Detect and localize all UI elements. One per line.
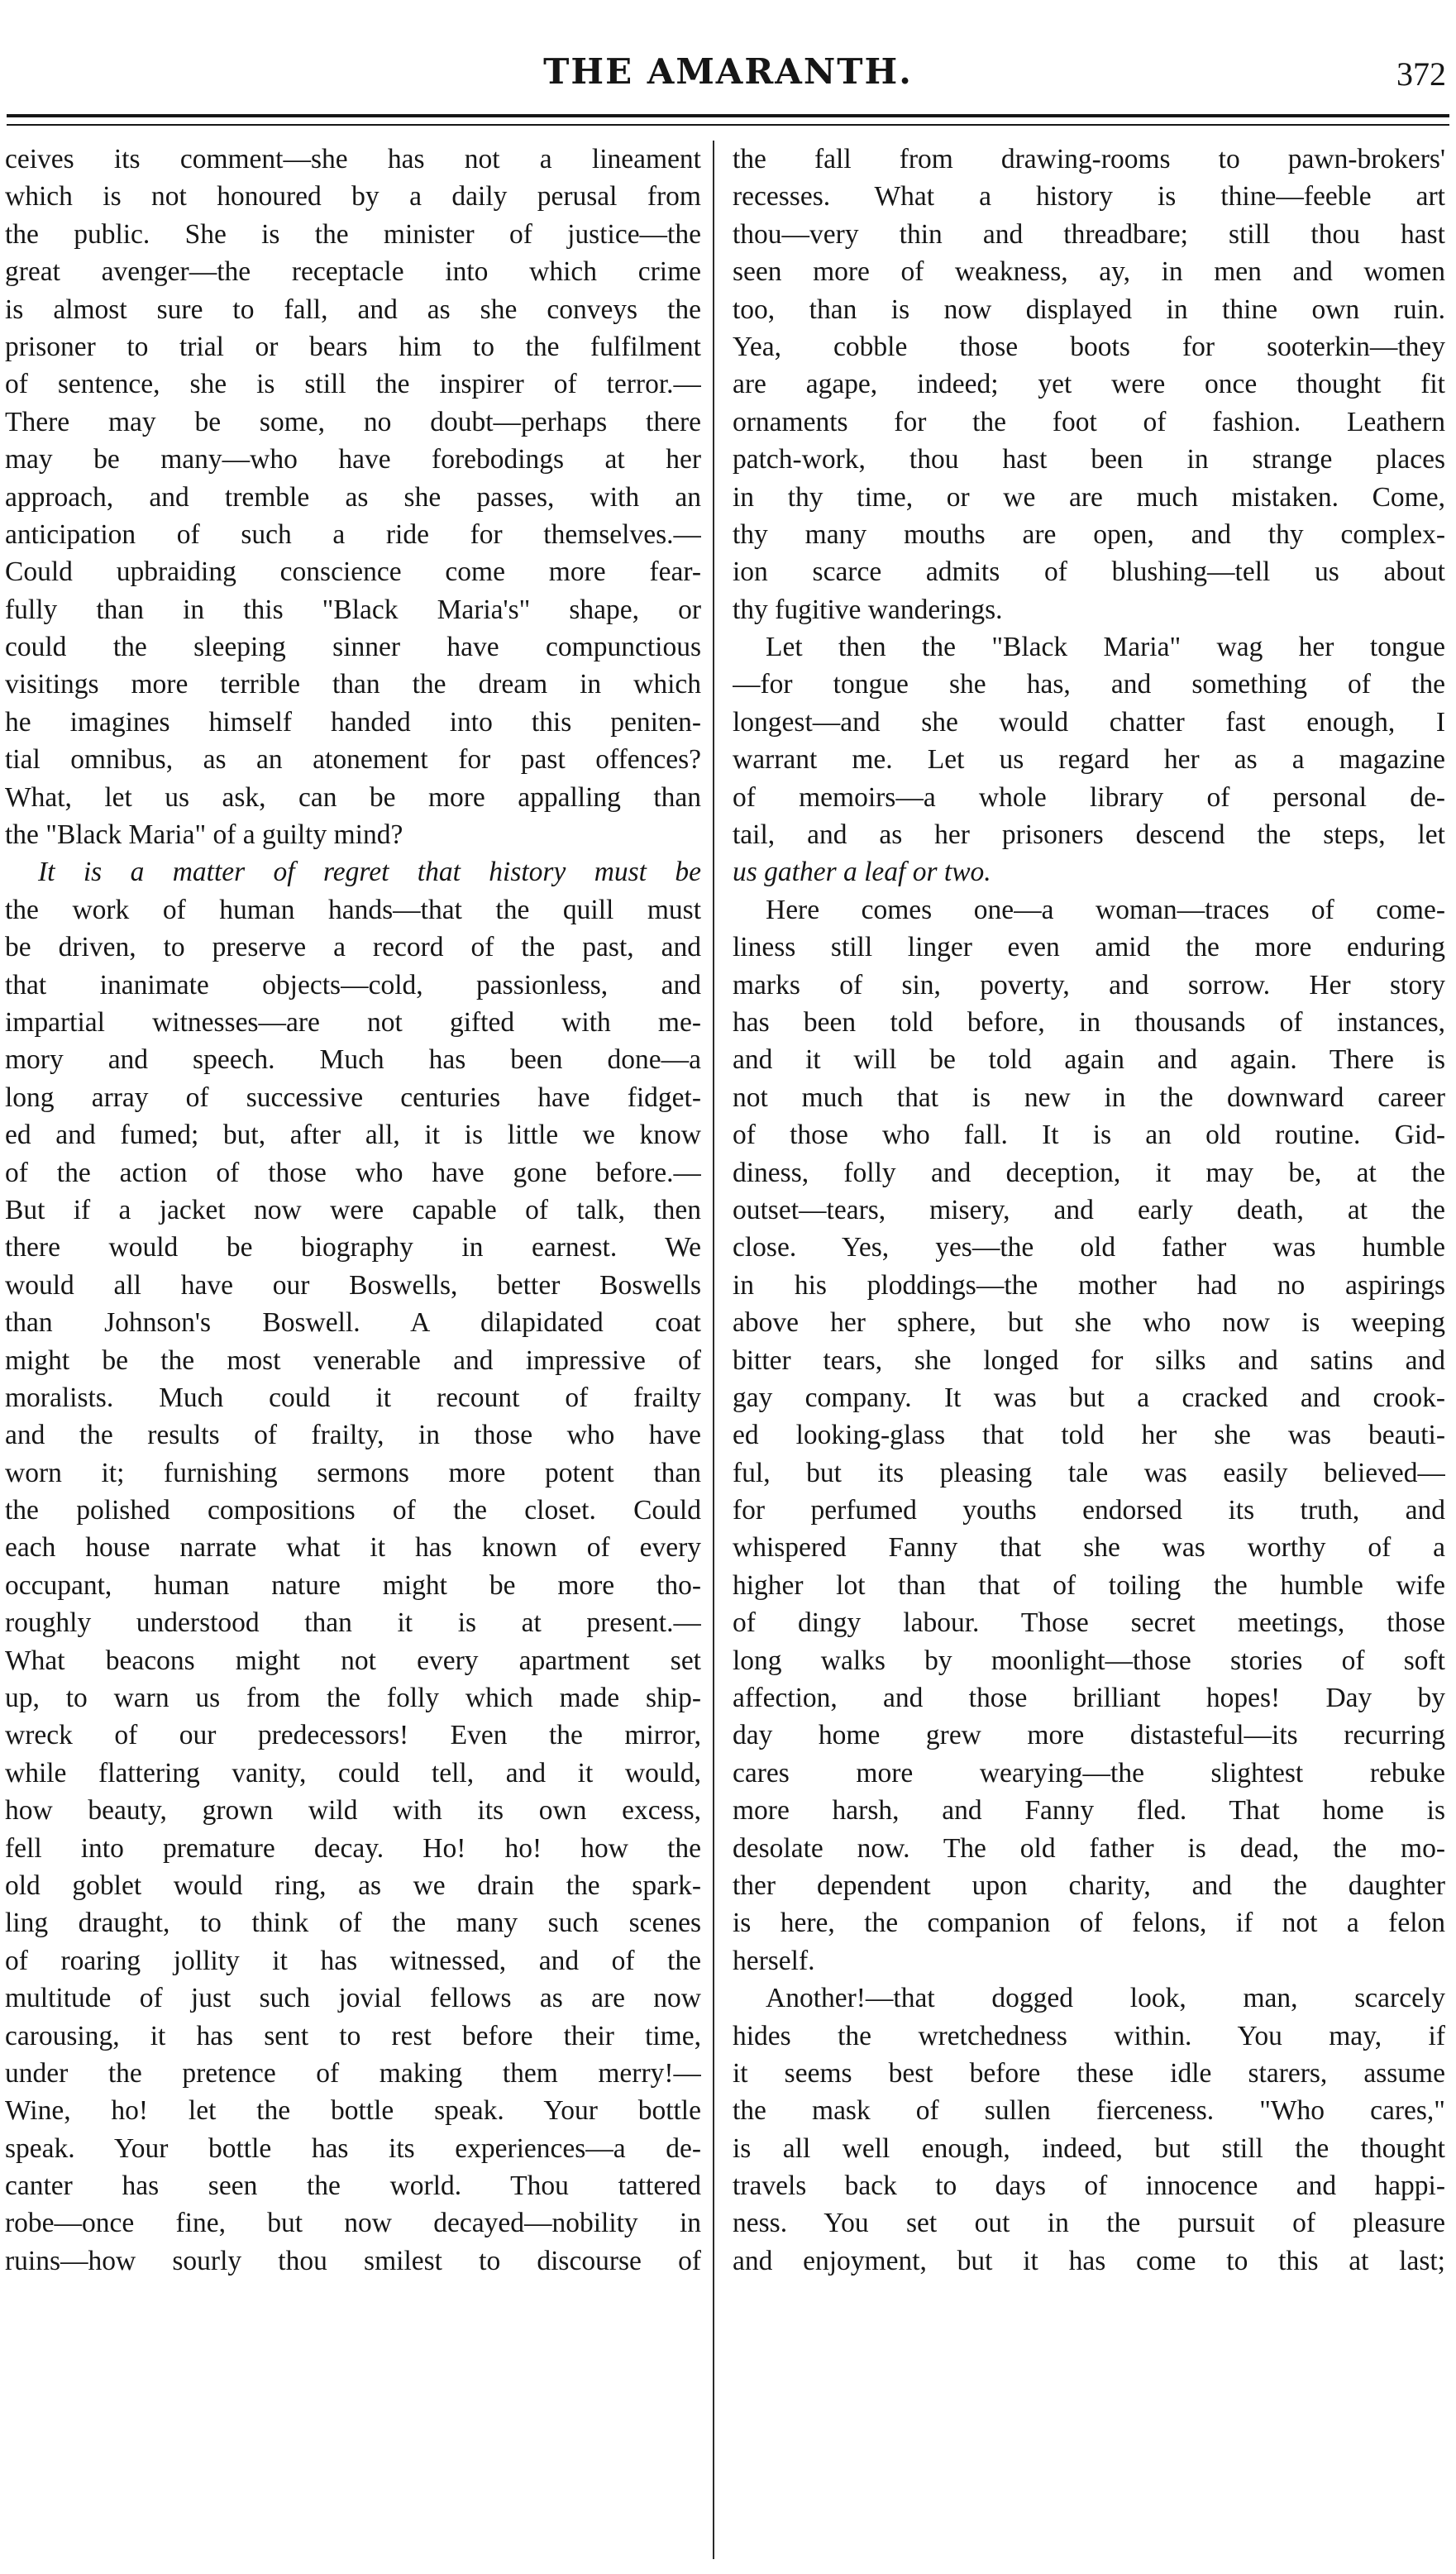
- text-line: how beauty, grown wild with its own excess,: [5, 1795, 701, 1827]
- text-line: would all have our Boswells, better Boswells: [5, 1269, 701, 1301]
- text-line: are agape, indeed; yet were once thought fit: [733, 369, 1445, 400]
- text-line: tail, and as her prisoners descend the steps, let: [733, 819, 1445, 851]
- text-line: old goblet would ring, as we drain the spark-: [5, 1870, 701, 1901]
- text-line: liness still linger even amid the more enduring: [733, 932, 1445, 963]
- text-line: too, than is now displayed in thine own ruin.: [733, 294, 1445, 325]
- text-line: for perfumed youths endorsed its truth, and: [733, 1495, 1445, 1526]
- text-line: whispered Fanny that she was worthy of a: [733, 1532, 1445, 1564]
- text-line: But if a jacket now were capable of talk, then: [5, 1194, 701, 1225]
- text-line: is almost sure to fall, and as she conveys the: [5, 294, 701, 325]
- text-line: us gather a leaf or two.: [733, 857, 991, 888]
- text-line: ling draught, to think of the many such scenes: [5, 1908, 701, 1939]
- column-divider: [713, 141, 714, 2559]
- text-line: There may be some, no doubt—perhaps there: [5, 406, 701, 437]
- text-line: ceives its comment—she has not a lineament: [5, 144, 701, 174]
- text-line: each house narrate what it has known of every: [5, 1532, 701, 1564]
- text-line: under the pretence of making them merry!—: [5, 2057, 701, 2089]
- text-line: prisoner to trial or bears him to the fulfilment: [5, 331, 701, 362]
- text-line: ther dependent upon charity, and the daughter: [733, 1870, 1445, 1901]
- text-line: travels back to days of innocence and happi-: [733, 2170, 1445, 2202]
- text-line: Another!—that dogged look, man, scarcely: [766, 1983, 1445, 2014]
- text-line: and enjoyment, but it has come to this at last;: [733, 2245, 1445, 2276]
- text-line: occupant, human nature might be more tho-: [5, 1569, 701, 1601]
- text-line: of roaring jollity it has witnessed, and of the: [5, 1945, 701, 1976]
- text-line: Could upbraiding conscience come more fear-: [5, 556, 701, 588]
- text-line: day home grew more distasteful—its recurring: [733, 1720, 1445, 1751]
- text-line: Here comes one—a woman—traces of come-: [766, 894, 1445, 925]
- text-line: may be many—who have forebodings at her: [5, 444, 701, 475]
- text-line: outset—tears, misery, and early death, at the: [733, 1194, 1445, 1225]
- text-line: and it will be told again and again. There is: [733, 1044, 1445, 1076]
- text-line: visitings more terrible than the dream in which: [5, 669, 701, 700]
- text-line: moralists. Much could it recount of frailty: [5, 1382, 701, 1413]
- header-rule-thick: [7, 114, 1449, 117]
- text-line: up, to warn us from the folly which made ship-: [5, 1683, 701, 1714]
- text-line: speak. Your bottle has its experiences—a de-: [5, 2132, 701, 2164]
- text-line: it seems best before these idle starers, assume: [733, 2057, 1445, 2089]
- text-line: the "Black Maria" of a guilty mind?: [5, 819, 403, 851]
- header-rule-thin: [7, 124, 1449, 126]
- text-line: —for tongue she has, and something of the: [733, 669, 1445, 700]
- text-line: which is not honoured by a daily perusal from: [5, 181, 701, 213]
- text-line: the fall from drawing-rooms to pawn-brokers': [733, 144, 1445, 174]
- text-line: has been told before, in thousands of instances,: [733, 1006, 1445, 1038]
- text-line: more harsh, and Fanny fled. That home is: [733, 1795, 1445, 1827]
- text-line: fully than in this "Black Maria's" shape, or: [5, 594, 701, 625]
- text-line: the polished compositions of the closet. Could: [5, 1495, 701, 1526]
- text-line: the mask of sullen fierceness. "Who cares,": [733, 2095, 1445, 2127]
- text-line: herself.: [733, 1945, 815, 1976]
- text-line: of those who fall. It is an old routine. Gid-: [733, 1120, 1445, 1151]
- text-line: is all well enough, indeed, but still the thought: [733, 2132, 1445, 2164]
- text-line: while flattering vanity, could tell, and it would,: [5, 1757, 701, 1788]
- text-line: impartial witnesses—are not gifted with me-: [5, 1006, 701, 1038]
- text-line: Yea, cobble those boots for sooterkin—they: [733, 331, 1445, 362]
- page-number: 372: [1396, 55, 1446, 93]
- text-line: gay company. It was but a cracked and crook-: [733, 1382, 1445, 1413]
- text-line: Wine, ho! let the bottle speak. Your bottle: [5, 2095, 701, 2127]
- text-line: of sentence, she is still the inspirer of terror.—: [5, 369, 701, 400]
- text-line: ed and fumed; but, after all, it is little we know: [5, 1120, 701, 1151]
- text-line: wreck of our predecessors! Even the mirror,: [5, 1720, 701, 1751]
- text-line: It is a matter of regret that history must be: [38, 857, 701, 888]
- text-line: anticipation of such a ride for themselves.—: [5, 518, 701, 550]
- text-line: desolate now. The old father is dead, the mo-: [733, 1832, 1445, 1864]
- text-line: thy many mouths are open, and thy complex-: [733, 518, 1445, 550]
- text-line: in his ploddings—the mother had no aspirings: [733, 1269, 1445, 1301]
- text-line: long walks by moonlight—those stories of soft: [733, 1645, 1445, 1676]
- text-line: canter has seen the world. Thou tattered: [5, 2170, 701, 2202]
- text-line: approach, and tremble as she passes, with an: [5, 481, 701, 513]
- text-line: worn it; furnishing sermons more potent than: [5, 1457, 701, 1488]
- text-line: cares more wearying—the slightest rebuke: [733, 1757, 1445, 1788]
- text-line: mory and speech. Much has been done—a: [5, 1044, 701, 1076]
- text-line: warrant me. Let us regard her as a magazine: [733, 744, 1445, 776]
- text-line: multitude of just such jovial fellows as are now: [5, 1983, 701, 2014]
- text-line: the public. She is the minister of justice—the: [5, 218, 701, 250]
- page-header: [0, 51, 1456, 103]
- text-line: close. Yes, yes—the old father was humble: [733, 1232, 1445, 1263]
- right-column: [733, 141, 1445, 2563]
- text-line: and the results of frailty, in those who have: [5, 1420, 701, 1451]
- text-line: of memoirs—a whole library of personal de-: [733, 781, 1445, 813]
- text-line: Let then the "Black Maria" wag her tongue: [766, 632, 1445, 663]
- text-line: be driven, to preserve a record of the past, and: [5, 932, 701, 963]
- text-line: What beacons might not every apartment set: [5, 1645, 701, 1676]
- text-line: not much that is new in the downward career: [733, 1082, 1445, 1113]
- text-line: of dingy labour. Those secret meetings, those: [733, 1607, 1445, 1639]
- text-line: than Johnson's Boswell. A dilapidated coat: [5, 1307, 701, 1339]
- text-line: bitter tears, she longed for silks and satins and: [733, 1344, 1445, 1376]
- text-line: long array of successive centuries have fidget-: [5, 1082, 701, 1113]
- text-line: is here, the companion of felons, if not a felon: [733, 1908, 1445, 1939]
- text-line: of the action of those who have gone before.—: [5, 1157, 701, 1188]
- text-line: seen more of weakness, ay, in men and women: [733, 256, 1445, 288]
- text-line: ful, but its pleasing tale was easily believed—: [733, 1457, 1445, 1488]
- text-line: above her sphere, but she who now is weeping: [733, 1307, 1445, 1339]
- text-line: he imagines himself handed into this peniten-: [5, 706, 701, 738]
- text-line: robe—once fine, but now decayed—nobility in: [5, 2208, 701, 2239]
- left-column: [5, 141, 701, 2563]
- text-line: hides the wretchedness within. You may, if: [733, 2020, 1445, 2051]
- text-line: might be the most venerable and impressive of: [5, 1344, 701, 1376]
- text-line: ness. You set out in the pursuit of pleasure: [733, 2208, 1445, 2239]
- text-line: recesses. What a history is thine—feeble art: [733, 181, 1445, 213]
- text-line: What, let us ask, can be more appalling than: [5, 781, 701, 813]
- text-line: could the sleeping sinner have compunctious: [5, 632, 701, 663]
- text-line: diness, folly and deception, it may be, at the: [733, 1157, 1445, 1188]
- page-title: THE AMARANTH.: [543, 51, 913, 92]
- text-line: marks of sin, poverty, and sorrow. Her story: [733, 969, 1445, 1000]
- text-line: ornaments for the foot of fashion. Leathern: [733, 406, 1445, 437]
- text-line: patch-work, thou hast been in strange places: [733, 444, 1445, 475]
- text-line: ed looking-glass that told her she was beauti-: [733, 1420, 1445, 1451]
- text-line: fell into premature decay. Ho! ho! how the: [5, 1832, 701, 1864]
- text-line: affection, and those brilliant hopes! Day by: [733, 1683, 1445, 1714]
- text-line: there would be biography in earnest. We: [5, 1232, 701, 1263]
- text-line: great avenger—the receptacle into which crime: [5, 256, 701, 288]
- text-line: roughly understood than it is at present.—: [5, 1607, 701, 1639]
- text-line: thou—very thin and threadbare; still thou hast: [733, 218, 1445, 250]
- text-line: the work of human hands—that the quill must: [5, 894, 701, 925]
- text-line: tial omnibus, as an atonement for past offences?: [5, 744, 701, 776]
- text-line: higher lot than that of toiling the humble wife: [733, 1569, 1445, 1601]
- text-line: longest—and she would chatter fast enough, I: [733, 706, 1445, 738]
- text-line: ion scarce admits of blushing—tell us about: [733, 556, 1445, 588]
- text-line: in thy time, or we are much mistaken. Come,: [733, 481, 1445, 513]
- text-line: that inanimate objects—cold, passionless, and: [5, 969, 701, 1000]
- text-line: thy fugitive wanderings.: [733, 594, 1003, 625]
- text-line: carousing, it has sent to rest before their time,: [5, 2020, 701, 2051]
- text-line: ruins—how sourly thou smilest to discourse of: [5, 2245, 701, 2276]
